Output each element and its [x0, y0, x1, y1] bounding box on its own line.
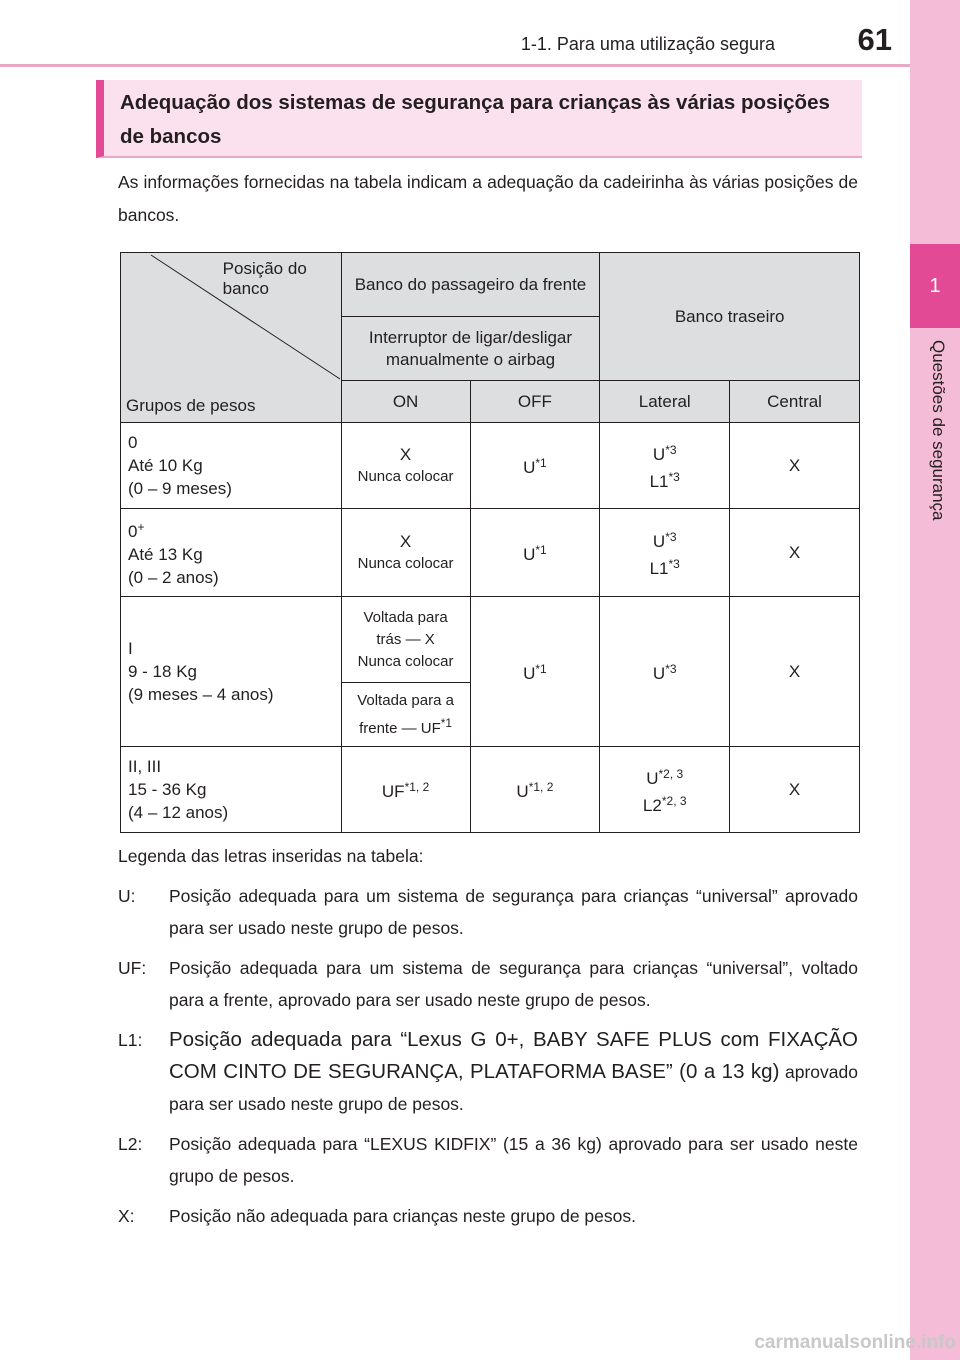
- legend-item: [118, 880, 858, 944]
- watermark: carmanualsonline.info: [754, 1332, 956, 1353]
- off-cell: [470, 423, 600, 509]
- group-name: I: [128, 639, 133, 658]
- group-name: II, III: [128, 757, 162, 776]
- on-note: Nunca colocar: [357, 554, 454, 572]
- table-row: [121, 597, 860, 683]
- footnote-ref: *1: [535, 456, 547, 470]
- off-value: U: [523, 545, 536, 564]
- footnote-ref: *1: [535, 662, 547, 676]
- weight-group-cell: [121, 597, 342, 747]
- off-cell: [470, 747, 600, 833]
- footnote-ref: *3: [665, 662, 677, 676]
- on-value: Voltada para: [363, 608, 448, 626]
- table-row: [121, 509, 860, 597]
- off-value: U: [516, 782, 529, 801]
- lateral-cell: [600, 747, 730, 833]
- page-header: [0, 0, 910, 66]
- footnote-ref: *2, 3: [658, 766, 684, 781]
- lateral-value: U: [652, 444, 666, 464]
- legend-text: Posição adequada para “LEXUS KIDFIX” (15 a 36 kg) aprovado para ser usado neste grupo de pesos.: [169, 1134, 858, 1186]
- central-cell: X: [730, 509, 860, 597]
- group-weight: Até 13 Kg: [128, 545, 203, 564]
- legend-title: Legenda das letras inseridas na tabela:: [118, 846, 424, 866]
- lateral-value: U: [646, 768, 659, 788]
- legend-item: [118, 952, 858, 1016]
- lateral-cell: [600, 423, 730, 509]
- rear-seat-header: Banco traseiro: [600, 253, 860, 381]
- chapter-number-tab[interactable]: 1: [910, 244, 960, 328]
- lateral-value: L1: [649, 558, 669, 578]
- col-lateral: Lateral: [600, 381, 730, 423]
- weight-groups-label: Grupos de pesos: [126, 396, 256, 415]
- footnote-ref: *3: [668, 469, 680, 484]
- lateral-value: L1: [649, 471, 669, 491]
- legend-list: [118, 880, 858, 1240]
- legend-item: [118, 1024, 858, 1120]
- group-weight: 15 - 36 Kg: [128, 780, 207, 799]
- lateral-cell: [600, 597, 730, 747]
- legend-key: U:: [118, 886, 136, 906]
- seat-suitability-table: [120, 252, 860, 833]
- on-value: Voltada para a frente — UF: [357, 691, 454, 737]
- col-on: ON: [341, 381, 470, 423]
- legend-key: L1:: [118, 1030, 143, 1050]
- group-age: (0 – 9 meses): [128, 479, 232, 498]
- footnote-ref: *2, 3: [661, 793, 687, 808]
- footnote-ref: *3: [665, 529, 677, 544]
- on-value: X: [399, 444, 412, 464]
- on-value: UF: [381, 782, 405, 801]
- group-age: (9 meses – 4 anos): [128, 685, 274, 704]
- footnote-ref: *1: [535, 543, 547, 557]
- on-value: X: [399, 531, 412, 551]
- table-corner-header: [121, 253, 342, 423]
- lateral-value: U: [652, 531, 666, 551]
- off-value: U: [523, 458, 536, 477]
- legend-key: UF:: [118, 958, 147, 978]
- weight-group-cell: [121, 509, 342, 597]
- legend-text: Posição não adequada para crianças neste grupo de pesos.: [169, 1206, 636, 1226]
- legend-key: L2:: [118, 1134, 143, 1154]
- group-name: 0: [128, 433, 138, 452]
- page-number: 61: [857, 22, 892, 57]
- group-weight: Até 10 Kg: [128, 456, 203, 475]
- footnote-ref: *1, 2: [404, 780, 430, 794]
- weight-group-cell: [121, 747, 342, 833]
- central-cell: X: [730, 423, 860, 509]
- group-age: (4 – 12 anos): [128, 803, 229, 822]
- footnote-ref: *3: [665, 442, 677, 457]
- off-cell: [470, 509, 600, 597]
- chapter-label: Questões de segurança: [929, 340, 948, 521]
- group-age: (0 – 2 anos): [128, 568, 219, 587]
- legend-item: [118, 1200, 858, 1232]
- off-cell: [470, 597, 600, 747]
- seat-position-label: Posição do banco: [222, 259, 307, 298]
- intro-paragraph: As informações fornecidas na tabela indicam a adequação da cadeirinha às várias posições de bancos.: [118, 172, 858, 225]
- group-weight: 9 - 18 Kg: [128, 662, 197, 681]
- on-note: Nunca colocar: [357, 652, 454, 670]
- lateral-value: U: [652, 664, 666, 683]
- col-off: OFF: [470, 381, 600, 423]
- on-forward-facing-cell: [341, 683, 470, 747]
- on-value: trás — X: [376, 630, 435, 648]
- header-rule: [0, 64, 910, 67]
- airbag-switch-header: Interruptor de ligar/desligar manualmente o airbag: [341, 317, 600, 381]
- central-cell: X: [730, 597, 860, 747]
- on-cell: [341, 509, 470, 597]
- chapter-title: 1-1. Para uma utilização segura: [520, 34, 775, 54]
- group-superscript: +: [137, 520, 145, 534]
- lateral-cell: [600, 509, 730, 597]
- on-cell: [341, 747, 470, 833]
- legend-key: X:: [118, 1206, 135, 1226]
- col-central: Central: [730, 381, 860, 423]
- weight-group-cell: [121, 423, 342, 509]
- footnote-ref: *1: [440, 715, 453, 730]
- section-heading: Adequação dos sistemas de segurança para crianças às várias posições de bancos: [96, 80, 862, 158]
- on-rear-facing-cell: [341, 597, 470, 683]
- on-note: Nunca colocar: [357, 467, 454, 485]
- off-value: U: [523, 664, 536, 683]
- legend-text-large: Posição adequada para “Lexus G 0+, BABY SAFE PLUS com FIXAÇÃO COM CINTO DE SEGURANÇA, PLATAFORMA BASE” (0 a 13 kg): [169, 1028, 858, 1083]
- on-cell: [341, 423, 470, 509]
- central-cell: X: [730, 747, 860, 833]
- footnote-ref: *1, 2: [528, 780, 554, 794]
- chapter-side-tab: [910, 0, 960, 1360]
- legend-text: [169, 1024, 858, 1120]
- front-seat-header: Banco do passageiro da frente: [341, 253, 600, 317]
- legend-text-small: aprovado para ser usado neste grupo de pesos.: [169, 1062, 858, 1114]
- group-name: 0: [128, 522, 138, 541]
- table-row: [121, 747, 860, 833]
- lateral-value: L2: [642, 795, 662, 815]
- legend-text: Posição adequada para um sistema de segurança para crianças “universal” aprovado para ser usado neste grupo de pesos.: [169, 886, 858, 938]
- table-row: [121, 423, 860, 509]
- legend-item: [118, 1128, 858, 1192]
- footnote-ref: *3: [668, 556, 680, 571]
- legend-text: Posição adequada para um sistema de segurança para crianças “universal”, voltado para a frente, aprovado para ser usado neste grupo de pesos.: [169, 958, 858, 1010]
